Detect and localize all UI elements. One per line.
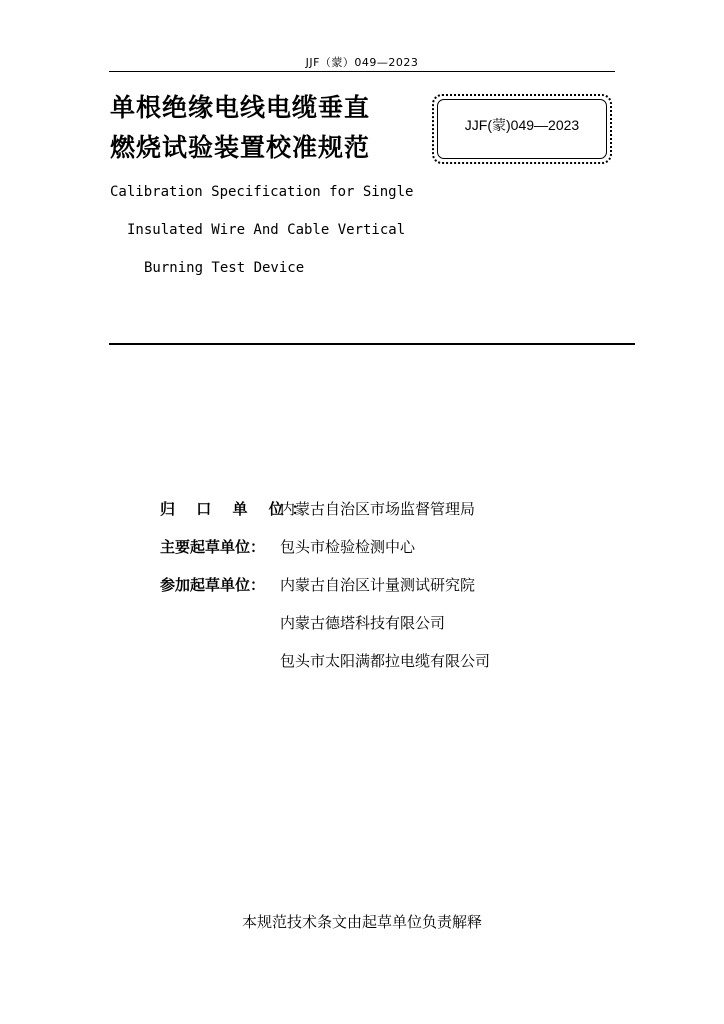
main-drafting-unit-row	[160, 528, 490, 566]
participating-unit-value: 内蒙古德塔科技有限公司	[280, 614, 446, 632]
title-line-1: 单根绝缘电线电缆垂直	[110, 93, 371, 122]
spec-code-box	[432, 94, 612, 164]
interpretation-note: 本规范技术条文由起草单位负责解释	[241, 913, 482, 931]
responsible-unit-row	[160, 490, 490, 528]
title-line-2: 燃烧试验装置校准规范	[110, 133, 371, 162]
participating-unit-value: 包头市太阳满都拉电缆有限公司	[280, 652, 491, 670]
participating-unit-value: 内蒙古自治区计量测试研究院	[280, 576, 476, 594]
english-title-line-1: Calibration Specification for Single	[110, 184, 414, 200]
spec-code-box-inner	[437, 99, 607, 159]
running-header-code: JJF（蒙）049—2023	[305, 56, 419, 69]
spec-code: JJF(蒙)049—2023	[464, 117, 580, 133]
responsible-unit-label: 归 口 单 位：	[160, 500, 315, 518]
document-title	[110, 88, 370, 168]
responsible-unit-value: 内蒙古自治区市场监督管理局	[280, 500, 476, 518]
participating-unit-row	[160, 604, 490, 642]
participating-unit-row	[160, 566, 490, 604]
english-title-line-2: Insulated Wire And Cable Vertical	[127, 222, 406, 238]
english-title	[110, 173, 413, 287]
english-title-line-3: Burning Test Device	[144, 260, 305, 276]
main-drafting-unit-label: 主要起草单位：	[160, 538, 266, 556]
participating-unit-label: 参加起草单位：	[160, 576, 266, 594]
title-divider	[109, 343, 635, 345]
drafting-units	[160, 490, 490, 680]
main-drafting-unit-value: 包头市检验检测中心	[280, 538, 416, 556]
participating-unit-row	[160, 642, 490, 680]
header-divider	[109, 71, 615, 72]
